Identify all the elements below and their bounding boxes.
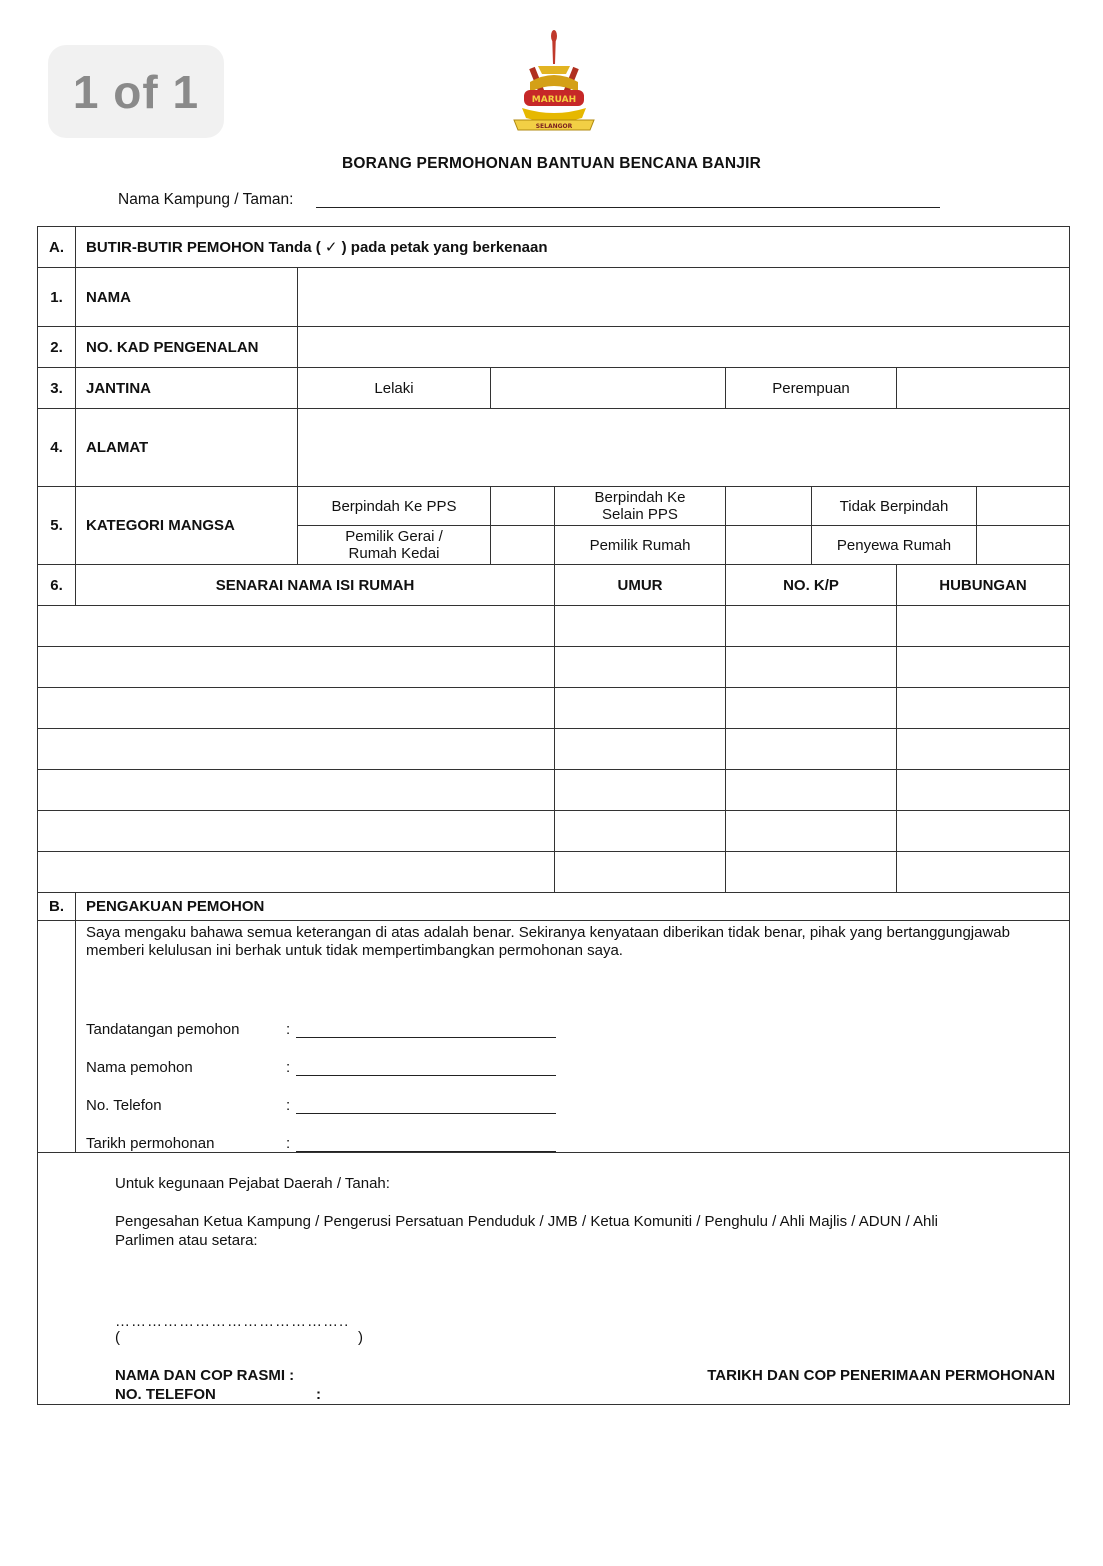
verification-text: Pengesahan Ketua Kampung / Pengerusi Persatuan Penduduk / JMB / Ketua Komuniti / Penghulu / Ahli Majlis / ADUN / Ahli Parlimen atau setara: <box>115 1213 938 1249</box>
phone-input-line[interactable] <box>296 1100 556 1114</box>
form-title: BORANG PERMOHONAN BANTUAN BENCANA BANJIR <box>341 155 762 172</box>
ic-field[interactable] <box>298 327 1070 368</box>
office-use-block <box>38 1153 1070 1405</box>
row-num-household: 6. <box>38 565 76 606</box>
gender-male-checkbox[interactable] <box>491 368 726 409</box>
row-num-category: 5. <box>38 487 76 565</box>
address-field[interactable] <box>298 409 1070 487</box>
category-house-owner-checkbox[interactable] <box>726 526 812 565</box>
verifier-signature-line[interactable]: …………………………………….. <box>115 1313 350 1330</box>
category-pps-label: Berpindah Ke PPS <box>298 487 491 526</box>
signature-row: Tandatangan pemohon : <box>86 1020 1059 1038</box>
ic-label: NO. KAD PENGENALAN <box>76 327 298 368</box>
paren-open: ( <box>115 1329 120 1346</box>
section-a-code: A. <box>38 227 76 268</box>
village-label: Nama Kampung / Taman: <box>118 191 294 208</box>
category-other-pps-label: Berpindah Ke Selain PPS <box>555 487 726 526</box>
date-label: Tarikh permohonan <box>86 1135 215 1152</box>
category-pps-checkbox[interactable] <box>491 487 555 526</box>
village-input-line[interactable] <box>316 207 940 208</box>
phone-row: No. Telefon : <box>86 1096 1059 1114</box>
row-num-gender: 3. <box>38 368 76 409</box>
household-name-cell[interactable] <box>38 852 555 893</box>
household-ic-cell[interactable] <box>726 729 897 770</box>
svg-text:SELANGOR: SELANGOR <box>535 123 573 130</box>
category-stall-owner-checkbox[interactable] <box>491 526 555 565</box>
household-name-cell[interactable] <box>38 770 555 811</box>
gender-male-label: Lelaki <box>298 368 491 409</box>
household-age-cell[interactable] <box>555 647 726 688</box>
household-relation-cell[interactable] <box>897 770 1070 811</box>
applicant-name-row: Nama pemohon : <box>86 1058 1059 1076</box>
category-tenant-checkbox[interactable] <box>977 526 1070 565</box>
name-label: NAMA <box>76 268 298 327</box>
household-name-cell[interactable] <box>38 729 555 770</box>
household-relation-cell[interactable] <box>897 729 1070 770</box>
household-row <box>38 729 1070 770</box>
household-relation-cell[interactable] <box>897 811 1070 852</box>
name-field[interactable] <box>298 268 1070 327</box>
date-row: Tarikh permohonan : <box>86 1134 1059 1152</box>
signature-input-line[interactable] <box>296 1024 556 1038</box>
household-row <box>38 688 1070 729</box>
gender-female-checkbox[interactable] <box>897 368 1070 409</box>
section-b-code: B. <box>38 893 76 921</box>
application-form-table <box>37 226 1070 1405</box>
category-house-owner-label: Pemilik Rumah <box>555 526 726 565</box>
gender-female-label: Perempuan <box>726 368 897 409</box>
category-other-pps-checkbox[interactable] <box>726 487 812 526</box>
row-num-ic: 2. <box>38 327 76 368</box>
date-input-line[interactable] <box>296 1138 556 1152</box>
household-row <box>38 770 1070 811</box>
household-age-cell[interactable] <box>555 688 726 729</box>
official-phone-colon: : <box>316 1386 321 1403</box>
category-not-moved-label: Tidak Berpindah <box>812 487 977 526</box>
household-name-header: SENARAI NAMA ISI RUMAH <box>76 565 555 606</box>
household-age-cell[interactable] <box>555 852 726 893</box>
household-row <box>38 606 1070 647</box>
declaration-text: Saya mengaku bahawa semua keterangan di atas adalah benar. Sekiranya kenyataan diberikan tidak benar, pihak yang bertanggungjawab memberi kelulusan ini berhak untuk tidak mempertimbangkan permohonan saya. <box>86 924 1010 959</box>
gender-label: JANTINA <box>76 368 298 409</box>
applicant-name-label: Nama pemohon <box>86 1059 193 1076</box>
applicant-name-input-line[interactable] <box>296 1062 556 1076</box>
section-a-heading: BUTIR-BUTIR PEMOHON Tanda ( ✓ ) pada petak yang berkenaan <box>76 227 1070 268</box>
declaration-block <box>76 921 1070 1153</box>
section-b-margin <box>38 921 76 1153</box>
household-age-header: UMUR <box>555 565 726 606</box>
category-not-moved-checkbox[interactable] <box>977 487 1070 526</box>
official-phone-label: NO. TELEFON <box>115 1386 216 1403</box>
phone-label: No. Telefon <box>86 1097 162 1114</box>
office-heading: Untuk kegunaan Pejabat Daerah / Tanah: <box>115 1175 390 1192</box>
row-num-name: 1. <box>38 268 76 327</box>
official-name-stamp-label: NAMA DAN COP RASMI : <box>115 1367 295 1384</box>
household-relation-cell[interactable] <box>897 647 1070 688</box>
household-age-cell[interactable] <box>555 606 726 647</box>
household-ic-cell[interactable] <box>726 811 897 852</box>
category-tenant-label: Penyewa Rumah <box>812 526 977 565</box>
page-indicator: 1 of 1 <box>48 45 224 138</box>
household-ic-cell[interactable] <box>726 852 897 893</box>
signature-label: Tandatangan pemohon <box>86 1021 240 1038</box>
selangor-crest-logo <box>508 28 600 138</box>
household-relation-cell[interactable] <box>897 688 1070 729</box>
household-age-cell[interactable] <box>555 811 726 852</box>
household-age-cell[interactable] <box>555 770 726 811</box>
household-name-cell[interactable] <box>38 688 555 729</box>
category-stall-owner-label: Pemilik Gerai / Rumah Kedai <box>298 526 491 565</box>
household-relation-cell[interactable] <box>897 606 1070 647</box>
paren-close: ) <box>358 1329 363 1346</box>
household-name-cell[interactable] <box>38 647 555 688</box>
section-b-heading: PENGAKUAN PEMOHON <box>76 893 1070 921</box>
household-name-cell[interactable] <box>38 606 555 647</box>
household-row <box>38 811 1070 852</box>
household-ic-header: NO. K/P <box>726 565 897 606</box>
household-name-cell[interactable] <box>38 811 555 852</box>
household-relation-header: HUBUNGAN <box>897 565 1070 606</box>
address-label: ALAMAT <box>76 409 298 487</box>
household-row <box>38 852 1070 893</box>
household-age-cell[interactable] <box>555 729 726 770</box>
category-label: KATEGORI MANGSA <box>76 487 298 565</box>
household-ic-cell[interactable] <box>726 606 897 647</box>
row-num-address: 4. <box>38 409 76 487</box>
household-row <box>38 647 1070 688</box>
received-date-stamp-label: TARIKH DAN COP PENERIMAAN PERMOHONAN <box>707 1367 1056 1384</box>
svg-text:MARUAH: MARUAH <box>531 95 577 105</box>
household-relation-cell[interactable] <box>897 852 1070 893</box>
household-ic-cell[interactable] <box>726 770 897 811</box>
household-ic-cell[interactable] <box>726 688 897 729</box>
household-ic-cell[interactable] <box>726 647 897 688</box>
